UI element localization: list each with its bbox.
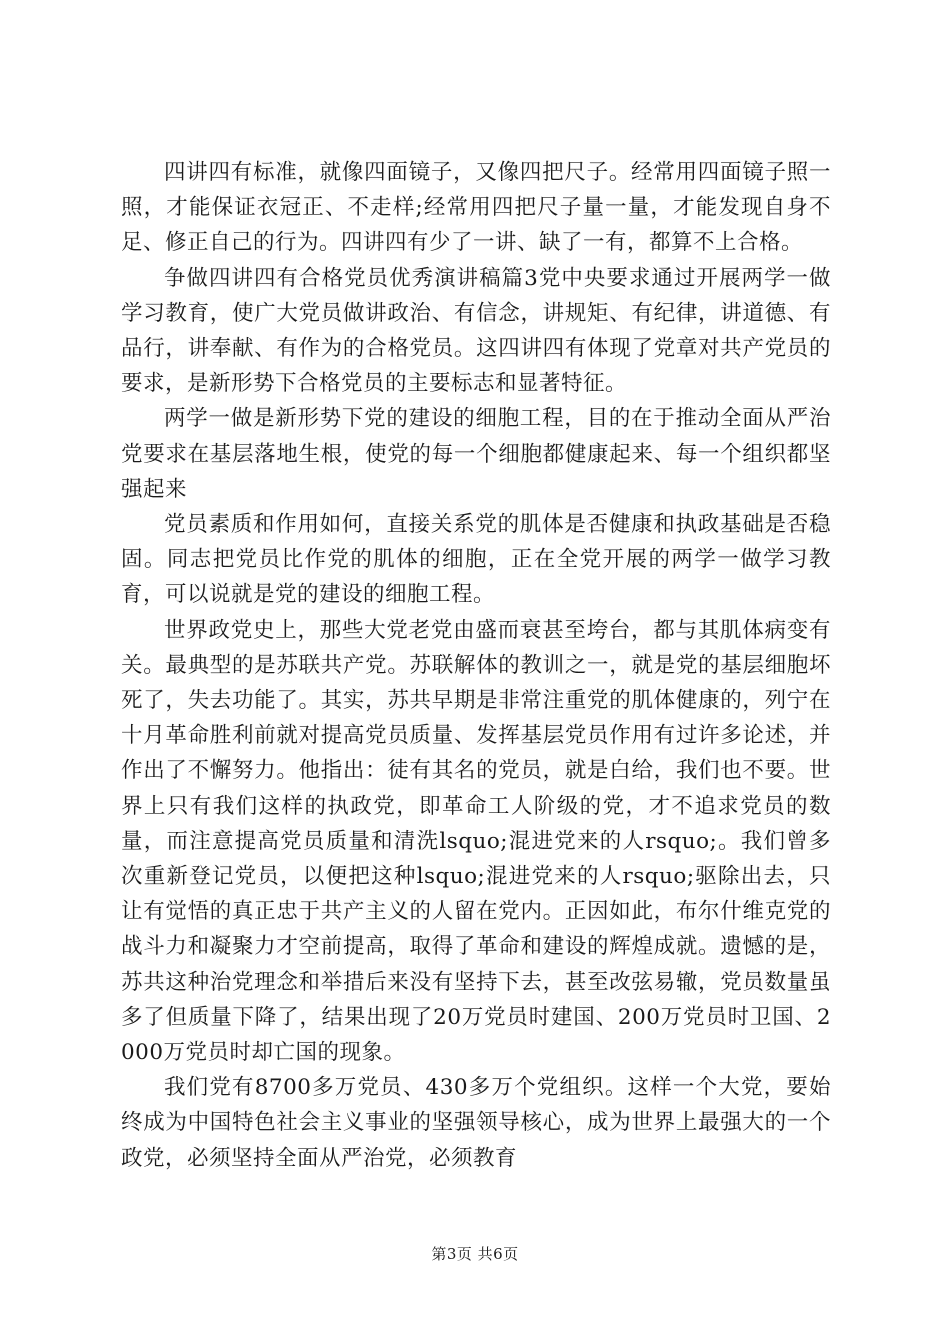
paragraph-3: 两学一做是新形势下党的建设的细胞工程，目的在于推动全面从严治党要求在基层落地生根，使党的每一个细胞都健康起来、每一个组织都坚强起来 xyxy=(121,406,831,502)
page-number-label: 第3页 共6页 xyxy=(431,1245,519,1263)
paragraph-2: 争做四讲四有合格党员优秀演讲稿篇3党中央要求通过开展两学一做学习教育，使广大党员做讲政治、有信念，讲规矩、有纪律，讲道德、有品行，讲奉献、有作为的合格党员。这四讲四有体现了党章对共产党员的要求，是新形势下合格党员的主要标志和显著特征。 xyxy=(121,265,831,397)
paragraph-4: 党员素质和作用如何，直接关系党的肌体是否健康和执政基础是否稳固。同志把党员比作党的肌体的细胞，正在全党开展的两学一做学习教育，可以说就是党的建设的细胞工程。 xyxy=(121,512,831,608)
paragraph-6: 我们党有8700多万党员、430多万个党组织。这样一个大党，要始终成为中国特色社会主义事业的坚强领导核心，成为世界上最强大的一个政党，必须坚持全面从严治党，必须教育 xyxy=(121,1075,831,1171)
page-footer xyxy=(0,1244,950,1264)
paragraph-5: 世界政党史上，那些大党老党由盛而衰甚至垮台，都与其肌体病变有关。最典型的是苏联共产党。苏联解体的教训之一，就是党的基层细胞坏死了，失去功能了。其实，苏共早期是非常注重党的肌体健康的，列宁在十月革命胜利前就对提高党员质量、发挥基层党员作用有过许多论述，并作出了不懈努力。他指出：徒有其名的党员，就是白给，我们也不要。世界上只有我们这样的执政党，即革命工人阶级的党，才不追求党员的数量，而注意提高党员质量和清洗lsquo;混进党来的人rsquo;。我们曾多次重新登记党员，以便把这种lsquo;混进党来的人rsquo;驱除出去，只让有觉悟的真正忠于共产主义的人留在党内。正因如此，布尔什维克党的战斗力和凝聚力才空前提高，取得了革命和建设的辉煌成就。遗憾的是，苏共这种治党理念和举措后来没有坚持下去，甚至改弦易辙，党员数量虽多了但质量下降了，结果出现了20万党员时建国、200万党员时卫国、2000万党员时却亡国的现象。 xyxy=(121,617,831,1066)
document-body xyxy=(121,155,831,1176)
paragraph-1: 四讲四有标准，就像四面镜子，又像四把尺子。经常用四面镜子照一照，才能保证衣冠正、不走样;经常用四把尺子量一量，才能发现自身不足、修正自己的行为。四讲四有少了一讲、缺了一有，都算不上合格。 xyxy=(121,160,831,256)
